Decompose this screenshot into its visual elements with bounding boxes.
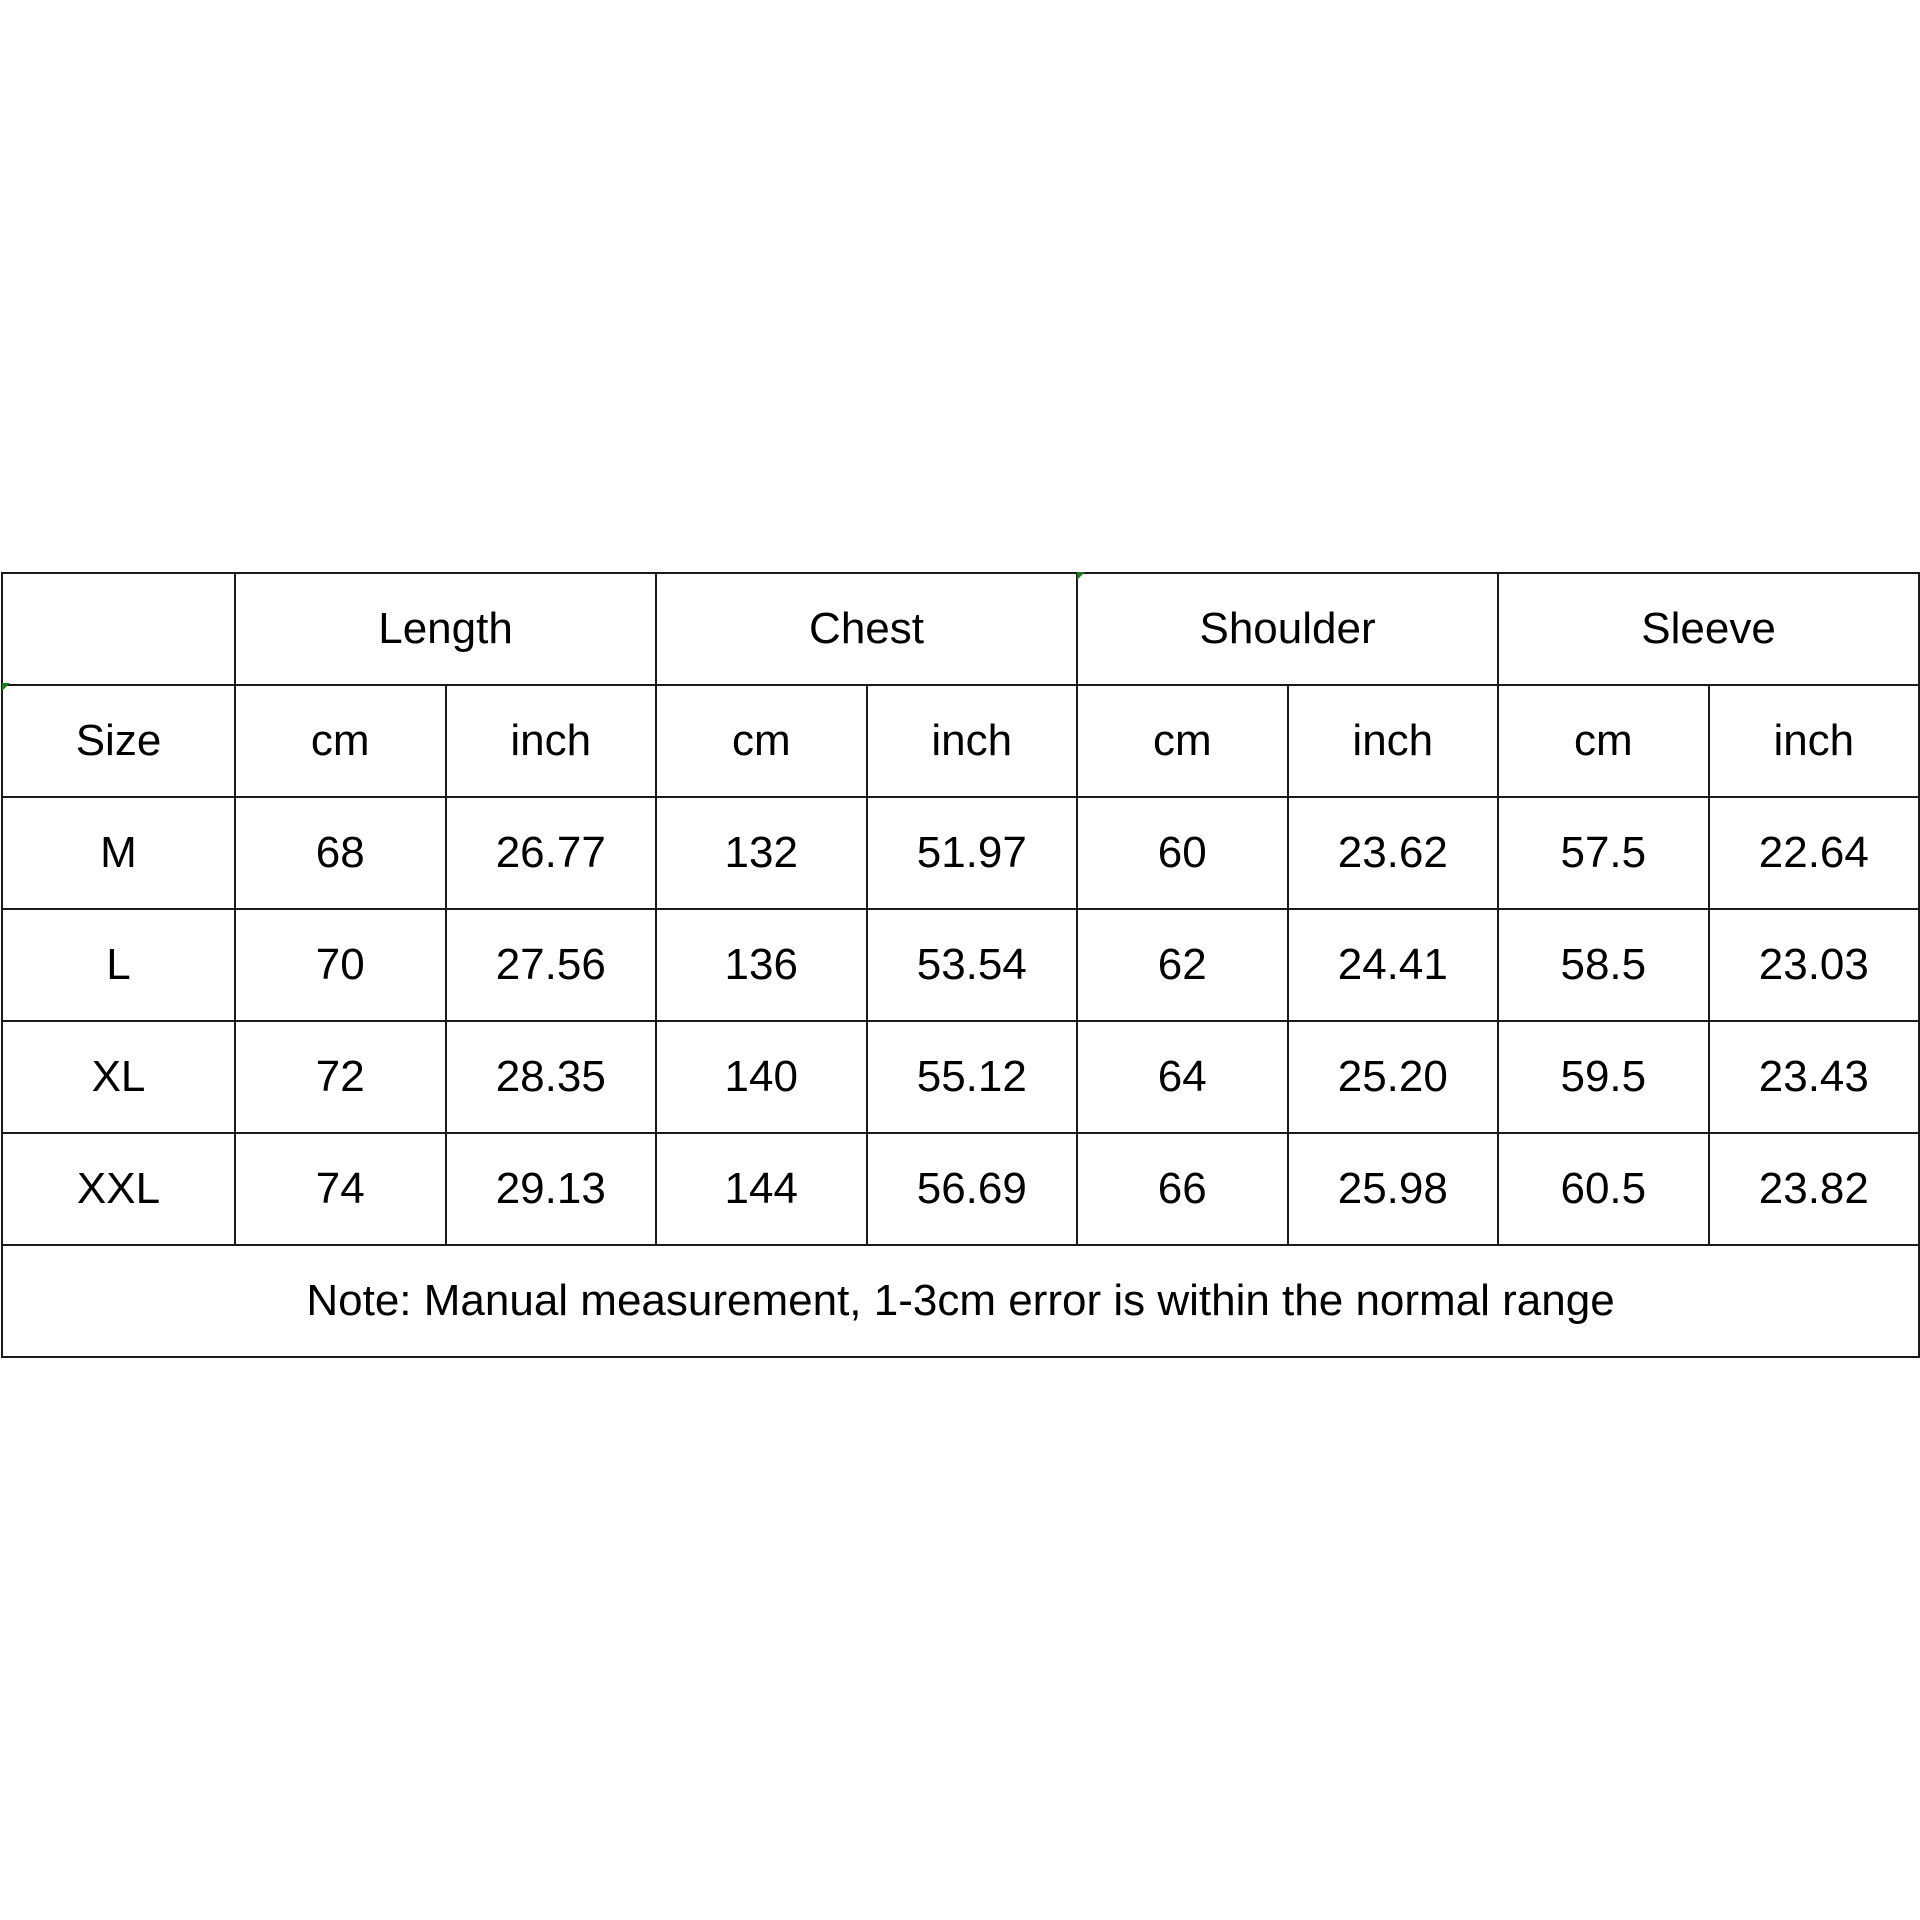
unit-header-cell: inch (1288, 685, 1499, 797)
value-cell: 62 (1077, 909, 1288, 1021)
value-cell: 58.5 (1498, 909, 1709, 1021)
value-cell: 55.12 (867, 1021, 1078, 1133)
table-row (2, 1021, 1919, 1133)
cell-comment-marker-icon (1077, 572, 1085, 580)
value-cell: 53.54 (867, 909, 1078, 1021)
value-cell: 140 (656, 1021, 867, 1133)
unit-header-cell: inch (867, 685, 1078, 797)
value-cell: 66 (1077, 1133, 1288, 1245)
value-cell: 25.98 (1288, 1133, 1499, 1245)
table-row (2, 797, 1919, 909)
size-chart-table (1, 572, 1920, 1358)
group-header-length: Length (235, 573, 656, 685)
group-header-row (2, 573, 1919, 685)
group-header-sleeve: Sleeve (1498, 573, 1919, 685)
unit-header-row (2, 685, 1919, 797)
value-cell: 144 (656, 1133, 867, 1245)
value-cell: 51.97 (867, 797, 1078, 909)
value-cell: 29.13 (446, 1133, 657, 1245)
unit-header-cell: inch (1709, 685, 1920, 797)
value-cell: 72 (235, 1021, 446, 1133)
table-row (2, 1133, 1919, 1245)
size-header-cell: Size (2, 685, 235, 797)
value-cell: 27.56 (446, 909, 657, 1021)
size-cell: XXL (2, 1133, 235, 1245)
table-row (2, 909, 1919, 1021)
size-cell: M (2, 797, 235, 909)
value-cell: 59.5 (1498, 1021, 1709, 1133)
value-cell: 68 (235, 797, 446, 909)
value-cell: 26.77 (446, 797, 657, 909)
value-cell: 60 (1077, 797, 1288, 909)
value-cell: 136 (656, 909, 867, 1021)
value-cell: 23.82 (1709, 1133, 1920, 1245)
value-cell: 23.03 (1709, 909, 1920, 1021)
group-header-chest: Chest (656, 573, 1077, 685)
size-cell: XL (2, 1021, 235, 1133)
value-cell: 28.35 (446, 1021, 657, 1133)
value-cell: 24.41 (1288, 909, 1499, 1021)
value-cell: 60.5 (1498, 1133, 1709, 1245)
value-cell: 64 (1077, 1021, 1288, 1133)
value-cell: 70 (235, 909, 446, 1021)
empty-corner-cell (2, 573, 235, 685)
value-cell: 74 (235, 1133, 446, 1245)
unit-header-cell: cm (1498, 685, 1709, 797)
unit-header-cell: cm (1077, 685, 1288, 797)
unit-header-cell: cm (235, 685, 446, 797)
value-cell: 23.62 (1288, 797, 1499, 909)
size-cell: L (2, 909, 235, 1021)
value-cell: 25.20 (1288, 1021, 1499, 1133)
value-cell: 132 (656, 797, 867, 909)
value-cell: 57.5 (1498, 797, 1709, 909)
value-cell: 22.64 (1709, 797, 1920, 909)
group-header-shoulder: Shoulder (1077, 573, 1498, 685)
cell-comment-marker-icon (2, 683, 10, 691)
unit-header-cell: cm (656, 685, 867, 797)
value-cell: 56.69 (867, 1133, 1078, 1245)
note-row (2, 1245, 1919, 1357)
measurement-note: Note: Manual measurement, 1-3cm error is within the normal range (2, 1245, 1919, 1357)
value-cell: 23.43 (1709, 1021, 1920, 1133)
unit-header-cell: inch (446, 685, 657, 797)
